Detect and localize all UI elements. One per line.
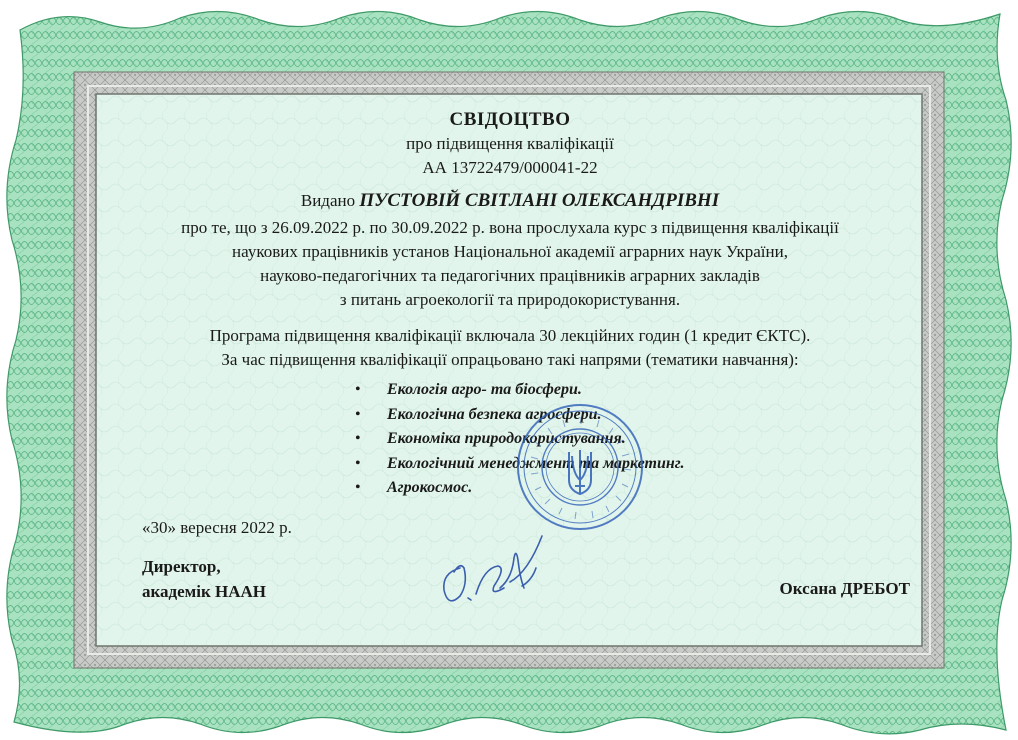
course-line: науково-педагогічних та педагогічних працівників аграрних закладів — [260, 266, 760, 285]
recipient-name: ПУСТОВІЙ СВІТЛАНІ ОЛЕКСАНДРІВНІ — [359, 190, 720, 211]
course-line: з питань агроекології та природокористування. — [339, 290, 681, 309]
official-stamp — [515, 402, 645, 532]
certificate-title: СВІДОЦТВО — [449, 109, 571, 130]
signature-drawing — [432, 528, 562, 618]
certificate-number: АА 13722479/000041-22 — [422, 158, 598, 177]
course-description — [110, 216, 910, 312]
topics-list — [110, 378, 910, 501]
topic-text: Економіка природокористування. — [387, 430, 626, 447]
bullet: • — [355, 454, 361, 472]
bullet: • — [355, 381, 361, 398]
program-description — [110, 324, 910, 372]
signer-name: Оксана ДРЕБОТ — [779, 579, 910, 598]
signer-title — [142, 554, 266, 604]
topic-text: Агрокосмос. — [387, 479, 473, 496]
bullet: • — [355, 405, 361, 423]
bullet: • — [355, 479, 361, 496]
course-line: про те, що з 26.09.2022 р. по 30.09.2022 р. вона прослухала курс з підвищення кваліфікації — [181, 218, 839, 237]
topic-text: Екологія агро- та біосфери. — [387, 381, 582, 398]
program-line: Програма підвищення кваліфікації включала 30 лекційних годин (1 кредит ЄКТС). — [209, 326, 811, 345]
issued-prefix: Видано — [300, 191, 356, 210]
issue-date: «30» вересня 2022 р. — [142, 518, 292, 537]
list-item — [355, 378, 910, 403]
topic-text: Екологічна безпека агросфери. — [387, 405, 602, 423]
course-line: наукових працівників установ Національної академії аграрних наук України, — [232, 242, 788, 261]
signer-title-line-2: академік НААН — [142, 582, 267, 601]
certificate-subtitle: про підвищення кваліфікації — [406, 134, 614, 153]
issued-line — [110, 190, 910, 212]
program-line: За час підвищення кваліфікації опрацьовано такі напрями (тематики навчання): — [221, 350, 799, 369]
bullet: • — [355, 430, 361, 447]
topic-text: Екологічний менеджмент та маркетинг. — [387, 454, 685, 472]
signer-title-line-1: Директор, — [142, 557, 221, 576]
